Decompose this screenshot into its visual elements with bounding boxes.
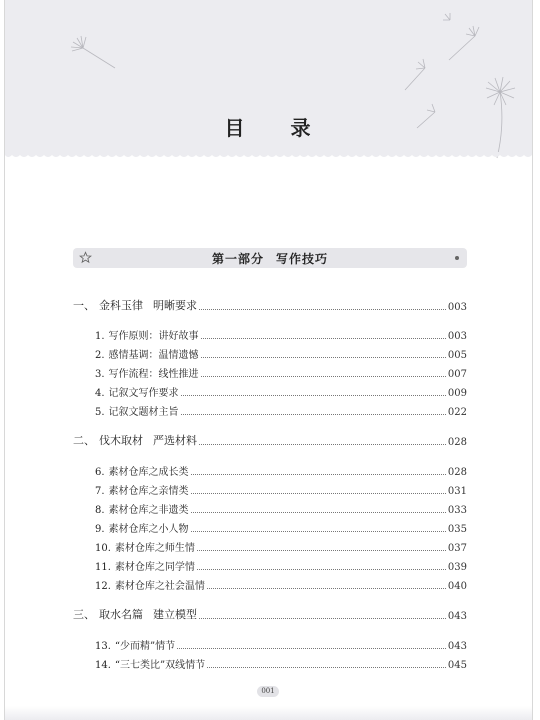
entry-number: 5. (95, 407, 105, 418)
entry-number: 14. (95, 660, 111, 671)
entry-title: 素材仓库之社会温情 (114, 581, 205, 592)
chapter-number: 三、 (73, 608, 95, 621)
section-title (73, 250, 467, 267)
toc-entry[interactable] (95, 557, 467, 573)
entry-title: “少而精”情节 (114, 641, 176, 652)
entry-title: 素材仓库之非遗类 (108, 505, 189, 516)
entry-number: 1. (95, 331, 105, 342)
page-title-left: 目 (224, 116, 247, 140)
dot-leader (191, 512, 446, 513)
entry-number: 6. (95, 467, 105, 478)
section-banner (73, 248, 467, 268)
chapter-title: 伐木取材 严选材料 (99, 434, 197, 447)
entry-title: “三七类比”双线情节 (114, 660, 206, 671)
header-wavy-edge (5, 152, 532, 160)
toc-entry[interactable] (95, 345, 467, 361)
entry-number: 4. (95, 388, 105, 399)
entry-page: 022 (447, 407, 467, 418)
chapter-page: 003 (447, 302, 467, 313)
chapter-page: 043 (447, 611, 467, 622)
entry-number: 2. (95, 350, 105, 361)
entry-page: 035 (447, 524, 467, 535)
dot-leader (181, 395, 446, 396)
toc-entry[interactable] (95, 364, 467, 380)
entry-page: 033 (447, 505, 467, 516)
toc-entry[interactable] (95, 462, 467, 478)
entry-number: 3. (95, 369, 105, 380)
toc-chapter[interactable] (73, 297, 467, 313)
entry-page: 003 (447, 331, 467, 342)
dot-leader (197, 569, 446, 570)
entry-title: 写作流程：线性推进 (108, 369, 199, 380)
dot-leader (201, 338, 446, 339)
entry-page: 043 (447, 641, 467, 652)
entry-title: 记叙文题材主旨 (108, 407, 179, 418)
entry-title: 素材仓库之成长类 (108, 467, 189, 478)
toc-entry[interactable] (95, 481, 467, 497)
toc-entry[interactable] (95, 655, 467, 671)
toc-entry[interactable] (95, 402, 467, 418)
dot-leader (197, 550, 446, 551)
toc-entry[interactable] (95, 383, 467, 399)
section-title-name: 写作技巧 (276, 252, 329, 266)
bottom-band (5, 706, 532, 720)
entry-title: 素材仓库之师生情 (114, 543, 195, 554)
section-title-part: 第一部分 (211, 252, 264, 266)
entry-page: 009 (447, 388, 467, 399)
toc-chapter[interactable] (73, 432, 467, 448)
entry-number: 13. (95, 641, 111, 652)
entry-page: 040 (447, 581, 467, 592)
entry-number: 11. (95, 562, 111, 573)
chapter-title: 金科玉律 明晰要求 (99, 299, 197, 312)
dot-leader (191, 474, 446, 475)
dot-leader (199, 618, 446, 619)
entry-page: 028 (447, 467, 467, 478)
toc-entry[interactable] (95, 500, 467, 516)
dot-leader (191, 493, 446, 494)
entry-title: 写作原则：讲好故事 (108, 331, 199, 342)
chapter-number: 一、 (73, 299, 95, 312)
toc-entry[interactable] (95, 636, 467, 652)
dot-leader (191, 531, 446, 532)
page-title (5, 112, 532, 141)
book-page (4, 0, 533, 720)
dot-leader (181, 414, 446, 415)
entry-number: 8. (95, 505, 105, 516)
entry-title: 素材仓库之同学情 (114, 562, 195, 573)
entry-page: 005 (447, 350, 467, 361)
page-title-right: 录 (290, 116, 313, 140)
entry-page: 037 (447, 543, 467, 554)
toc-entry[interactable] (95, 519, 467, 535)
entry-number: 10. (95, 543, 111, 554)
entry-number: 9. (95, 524, 105, 535)
page-number: 001 (257, 686, 279, 697)
chapter-title: 取水名篇 建立模型 (99, 608, 197, 621)
dot-leader (199, 444, 446, 445)
entry-title: 素材仓库之亲情类 (108, 486, 189, 497)
entry-page: 031 (447, 486, 467, 497)
toc-entry[interactable] (95, 326, 467, 342)
entry-page: 039 (447, 562, 467, 573)
dot-leader (177, 648, 446, 649)
entry-title: 素材仓库之小人物 (108, 524, 189, 535)
toc-chapter[interactable] (73, 606, 467, 622)
entry-number: 12. (95, 581, 111, 592)
dot-icon (455, 256, 459, 260)
toc-entry[interactable] (95, 538, 467, 554)
entry-title: 感情基调：温情遗憾 (108, 350, 199, 361)
entry-number: 7. (95, 486, 105, 497)
chapter-number: 二、 (73, 434, 95, 447)
dot-leader (201, 357, 446, 358)
toc-entry[interactable] (95, 576, 467, 592)
entry-page: 045 (447, 660, 467, 671)
chapter-page: 028 (447, 437, 467, 448)
dot-leader (201, 376, 446, 377)
entry-title: 记叙文写作要求 (108, 388, 179, 399)
dot-leader (207, 588, 446, 589)
dot-leader (207, 667, 446, 668)
entry-page: 007 (447, 369, 467, 380)
dot-leader (199, 309, 446, 310)
